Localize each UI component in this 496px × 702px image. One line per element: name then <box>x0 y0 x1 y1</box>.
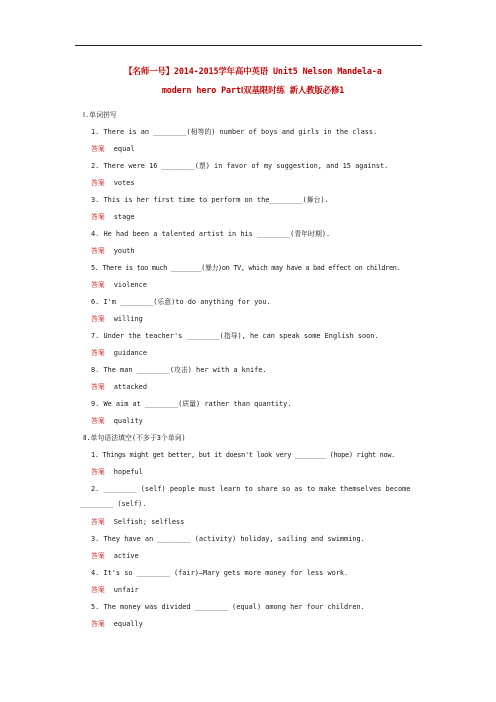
answer-tag: 答案 <box>91 179 105 187</box>
header-rule <box>75 45 422 46</box>
answer-text: active <box>113 552 139 560</box>
answer <box>80 464 425 481</box>
answer-tag: 答案 <box>91 349 105 357</box>
answer-tag: 答案 <box>91 315 105 323</box>
answer <box>80 311 425 328</box>
answer-text: quality <box>113 417 143 425</box>
title-line-1: 【名师一号】2014-2015学年高中英语 Unit5 Nelson Mandela-a <box>124 66 382 76</box>
answer <box>80 413 425 430</box>
answer-tag: 答案 <box>91 213 105 221</box>
document-title <box>78 62 428 100</box>
answer-tag: 答案 <box>91 620 105 628</box>
answer-text: youth <box>113 247 135 255</box>
section-1-heading: Ⅰ.单词拼写 <box>83 111 117 119</box>
answer <box>80 548 425 565</box>
title-line-2: modern hero PartⅠ双基限时练 新人教版必修1 <box>161 85 345 95</box>
question: 4. It's so ________ (fair)—Mary gets more money for less work. <box>91 569 349 577</box>
answer-tag: 答案 <box>91 383 105 391</box>
question: 1. There is an ________(相等的) number of boys and girls in the class. <box>91 128 378 136</box>
answer <box>80 379 425 396</box>
question: 3. This is her first time to perform on the________(舞台). <box>91 196 329 204</box>
question: 8. The man ________(攻击) her with a knife. <box>91 366 267 374</box>
answer-tag: 答案 <box>91 281 105 289</box>
question: 3. They have an ________ (activity) holiday, sailing and swimming. <box>91 535 365 543</box>
answer-tag: 答案 <box>91 552 105 560</box>
question: 2. There were 16 ________(票) in favor of my suggestion, and 15 against. <box>91 162 389 170</box>
answer-tag: 答案 <box>91 518 105 526</box>
question: 2. ________ (self) people must learn to share so as to make themselves become ________ (self). <box>80 485 411 508</box>
answer-text: votes <box>113 179 135 187</box>
answer <box>80 345 425 362</box>
answer <box>80 514 425 531</box>
question: 1. Things might get better, but it doesn't look very ________ (hope) right now. <box>91 451 396 459</box>
answer-tag: 答案 <box>91 417 105 425</box>
answer-text: violence <box>113 281 147 289</box>
question: 9. We aim at ________(质量) rather than quantity. <box>91 400 292 408</box>
answer-tag: 答案 <box>91 586 105 594</box>
answer-text: stage <box>113 213 135 221</box>
answer <box>80 616 425 633</box>
question: 5. There is too much ________(暴力)on TV, which may have a bad effect on children. <box>91 264 401 272</box>
answer <box>80 209 425 226</box>
answer <box>80 141 425 158</box>
answer <box>80 582 425 599</box>
question: 4. He had been a talented artist in his ________(青年时期). <box>91 230 331 238</box>
answer <box>80 243 425 260</box>
answer <box>80 175 425 192</box>
answer-text: unfair <box>113 586 139 594</box>
answer-text: guidance <box>113 349 147 357</box>
answer-text: willing <box>113 315 143 323</box>
exercise-content <box>80 107 425 633</box>
answer <box>80 277 425 294</box>
answer-tag: 答案 <box>91 145 105 153</box>
answer-tag: 答案 <box>91 468 105 476</box>
question: 6. I'm ________(乐意)to do anything for you. <box>91 298 271 306</box>
answer-text: hopeful <box>113 468 143 476</box>
answer-text: equal <box>113 145 135 153</box>
question: 7. Under the teacher's ________(指导), he can speak some English soon. <box>91 332 379 340</box>
section-2-heading: Ⅱ.单句语法填空(不多于3个单词) <box>83 434 186 442</box>
answer-text: Selfish; selfless <box>113 518 185 526</box>
answer-text: attacked <box>113 383 147 391</box>
answer-tag: 答案 <box>91 247 105 255</box>
question: 5. The money was divided ________ (equal) among her four children. <box>91 603 365 611</box>
answer-text: equally <box>113 620 143 628</box>
